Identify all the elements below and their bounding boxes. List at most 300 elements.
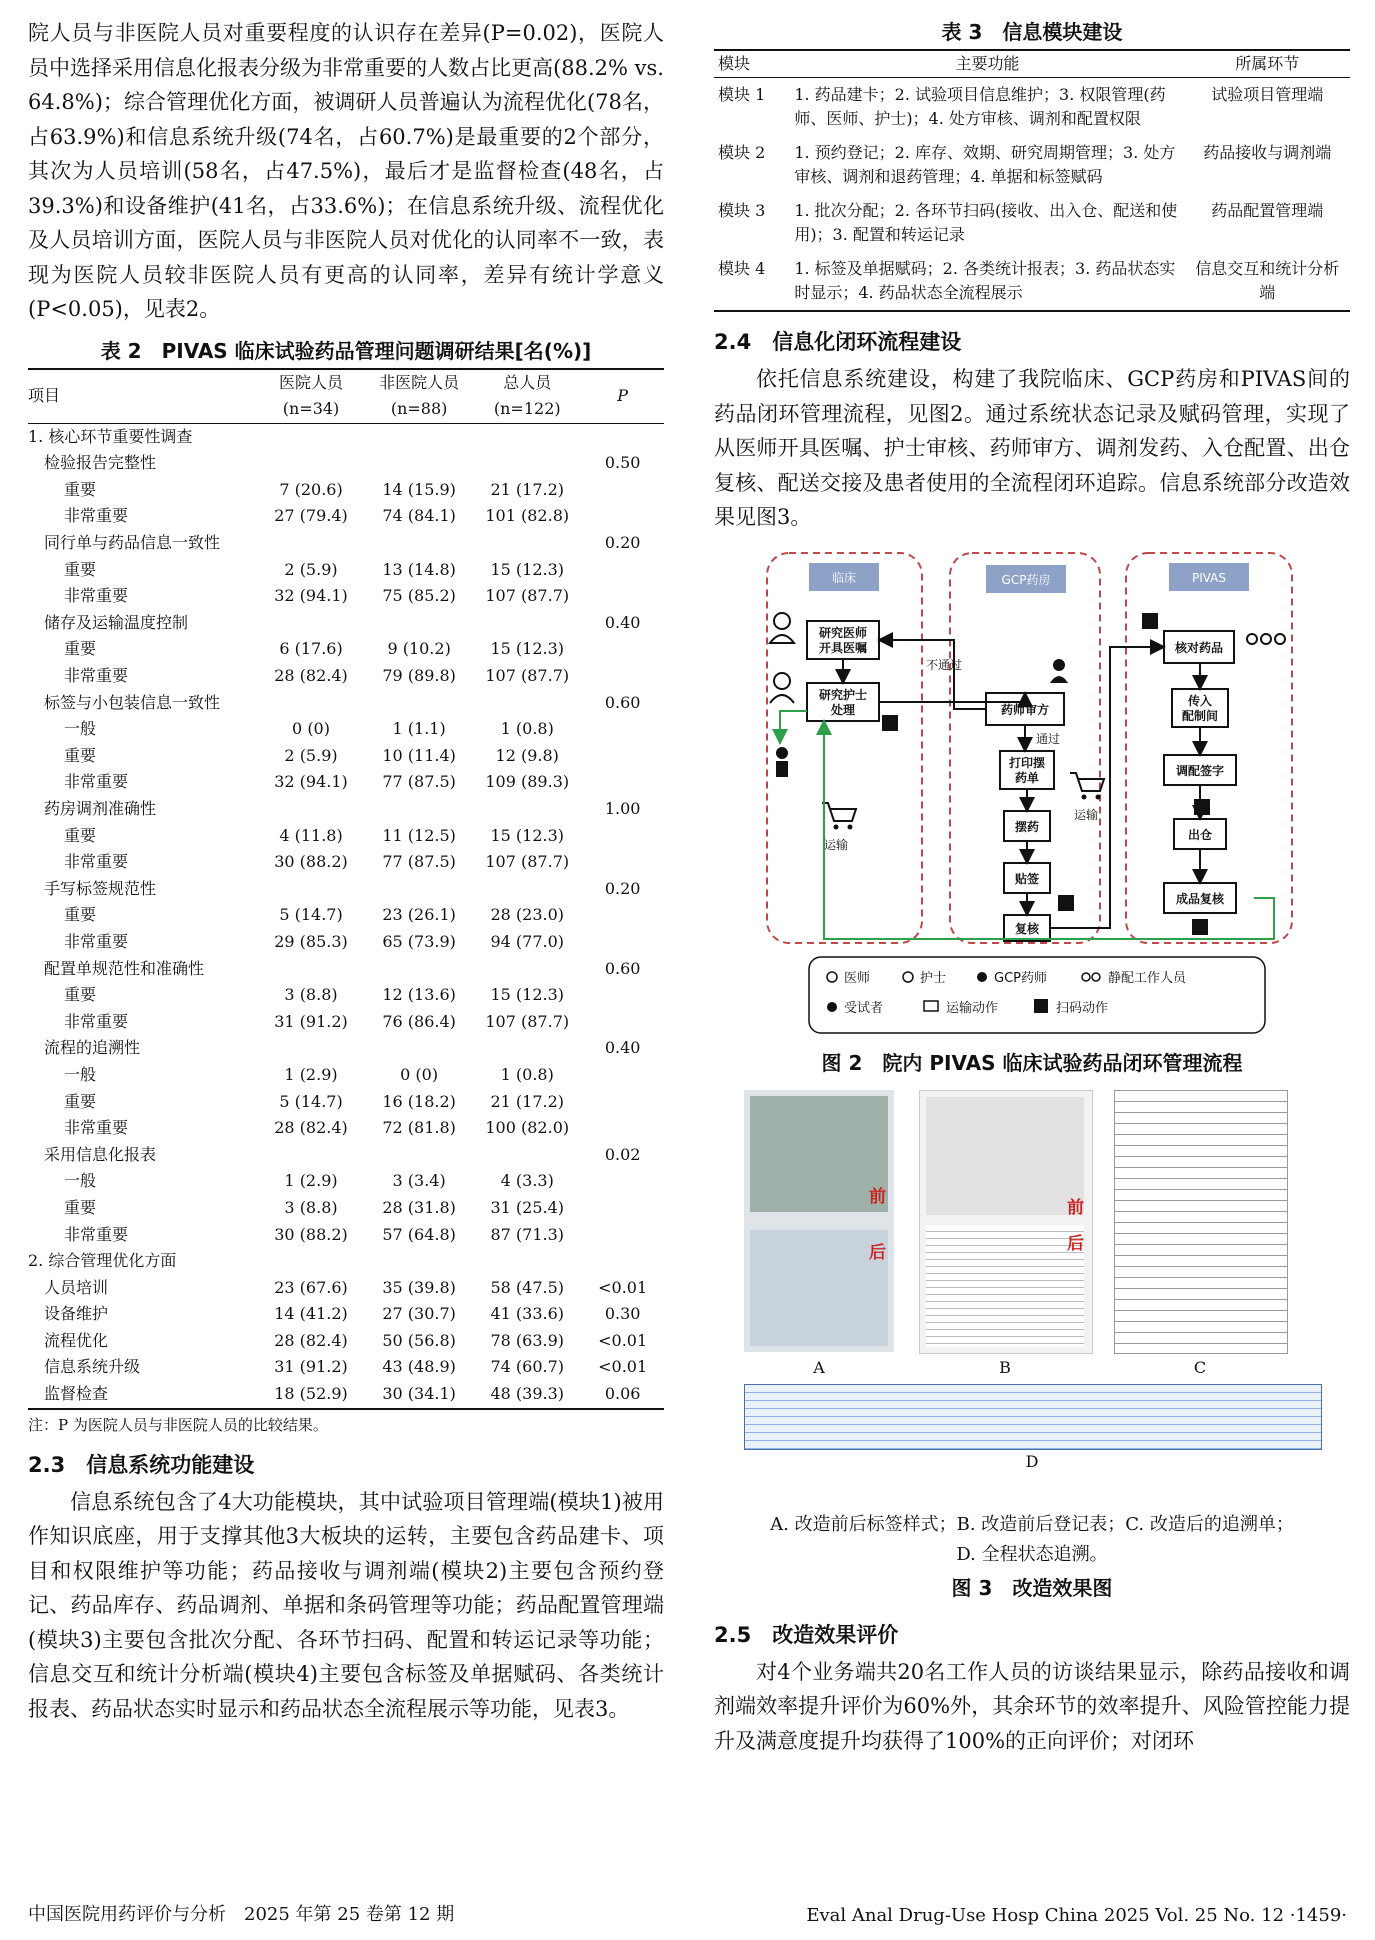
table2-cell-total: 100 (82.0)	[485, 1118, 570, 1138]
table2-row	[28, 982, 664, 1009]
table2-cell-nonhosp: 11 (12.5)	[382, 825, 456, 845]
footer-left: 中国医院用药评价与分析 2025 年第 25 卷第 12 期	[28, 1904, 455, 1925]
arrow-reject	[879, 640, 986, 709]
table2-row	[28, 769, 664, 796]
intro-paragraph: 院人员与非医院人员对重要程度的认识存在差异(P=0.02)，医院人员中选择采用信息化报表分级为非常重要的人数占比更高(88.2% vs. 64.8%)；综合管理优化方面，被调研人员普遍认为流程优化(78名，占63.9%)和信息系统升级(74名，占60.7%)是最重要的2个部分，其次为人员培训(58名，占47.5%)，最后才是监督检查(48名，占39.3%)和设备维护(41名，占33.6%)；在信息系统升级、流程优化及人员培训方面，医院人员与非医院人员对优化的认同率不一致，表现为医院人员较非医院人员有更高的认同率，差异有统计学意义(P<0.05)，见表2。	[28, 21, 664, 321]
table2-cell-p: 0.20	[604, 533, 641, 553]
table3-header-link: 所属环节	[1235, 54, 1300, 73]
table3-cell-func: 1. 药品建卡；2. 试验项目信息维护；3. 权限管理(药师、医师、护士)；4. 处方审核、调剂和配置权限	[794, 85, 1166, 128]
table2-cell-hosp: 32 (94.1)	[274, 772, 348, 792]
table2-cell-nonhosp	[365, 450, 473, 477]
table2-cell-p	[581, 1009, 664, 1036]
table2-cell-p: 0.30	[604, 1304, 641, 1324]
table2-cell-nonhosp: 27 (30.7)	[382, 1304, 456, 1324]
table2-cell-p: 0.20	[604, 878, 641, 898]
table2-note: 注：P 为医院人员与非医院人员的比较结果。	[28, 1415, 328, 1434]
panel-label-a: A	[813, 1357, 825, 1377]
table2-cell-label: 储存及运输温度控制	[44, 612, 189, 632]
table2-cell-p	[581, 929, 664, 956]
panel-label-c: C	[1193, 1357, 1207, 1377]
table2-cell-nonhosp	[365, 1248, 473, 1275]
node-transfer-text-2: 配制间	[1181, 708, 1219, 723]
table2-cell-label: 药房调剂准确性	[44, 799, 157, 818]
table2-cell-nonhosp: 77 (87.5)	[382, 772, 456, 792]
section-2-3-body: 信息系统包含了4大功能模块，其中试验项目管理端(模块1)被用作知识底座，用于支撑其他3大板块的运转，主要包含药品建卡、项目和权限维护等功能；药品接收与调剂端(模块2)主要包含预约登记、药品库存、药品调剂、单据和条码管理等功能；药品配置管理端(模块3)主要包含批次分配、各环节扫码、配置和转运记录等功能；信息交互和统计分析端(模块4)主要包含标签及单据赋码、各类统计报表、药品状态实时显示和药品状态全流程展示等功能，见表3。	[28, 1489, 664, 1721]
node-dispense-text: 摆药	[1014, 819, 1040, 834]
label-bag-before	[750, 1096, 888, 1212]
table2-header-total	[473, 369, 581, 424]
legend-scan-text: 扫码动作	[1056, 1000, 1109, 1016]
nurse-icon	[770, 673, 794, 703]
table2-cell-hosp: 28 (82.4)	[274, 666, 348, 686]
table2-cell-total	[473, 796, 581, 823]
table2-cell-p	[581, 1222, 664, 1249]
table2-cell-label: 检验报告完整性	[44, 453, 157, 473]
table2-cell-nonhosp	[365, 690, 473, 717]
table2-cell-nonhosp: 79 (89.8)	[382, 666, 456, 686]
table2-cell-p: 0.60	[604, 692, 641, 712]
table2-cell-p	[581, 477, 664, 504]
node-nurse	[807, 683, 879, 721]
table3-header-row	[714, 50, 1350, 78]
table2-cell-label: 非常重要	[64, 1011, 129, 1031]
table2-cell-total: 107 (87.7)	[485, 1011, 570, 1031]
legend-doctor-text: 医师	[844, 970, 871, 986]
figure3-panel-d	[744, 1384, 1322, 1450]
table2-cell-p: <0.01	[598, 1357, 648, 1377]
node-sign-text: 调配签字	[1175, 763, 1225, 778]
table2-cell-nonhosp: 72 (81.8)	[382, 1118, 456, 1138]
hosp-n: (n=34)	[282, 399, 340, 419]
table2-cell-total: 1 (0.8)	[500, 719, 554, 739]
qr-icon-4	[1194, 799, 1210, 815]
table2-cell-label: 非常重要	[64, 506, 129, 526]
table2-cell-p	[581, 823, 664, 850]
table2-cell-label: 1. 核心环节重要性调查	[28, 426, 193, 446]
table2-cell-total: 94 (77.0)	[490, 931, 565, 951]
node-transfer	[1172, 689, 1228, 727]
register-before	[926, 1097, 1084, 1215]
table2-cell-label: 非常重要	[64, 586, 129, 606]
table2-cell-p	[581, 1195, 664, 1222]
table2-cell-label: 重要	[64, 745, 97, 765]
table3	[714, 49, 1350, 312]
table2-cell-p	[581, 557, 664, 584]
table2-row	[28, 610, 664, 637]
table2-cell-p: 0.50	[604, 453, 641, 473]
table2-cell-total: 15 (12.3)	[490, 985, 565, 1005]
arrow-check-verify	[1050, 647, 1164, 928]
table2-cell-hosp: 28 (82.4)	[274, 1330, 348, 1350]
table2-cell-label: 非常重要	[64, 931, 129, 951]
table2-cell-label: 2. 综合管理优化方面	[28, 1251, 177, 1271]
node-nurse-text-1: 研究护士	[818, 687, 868, 702]
table2-row	[28, 503, 664, 530]
table2-header-p: P	[617, 385, 629, 405]
mark-before-b: 前	[1067, 1197, 1084, 1218]
table2-cell-hosp	[257, 1035, 365, 1062]
figure3	[714, 1090, 1350, 1510]
table3-row	[714, 252, 1350, 311]
legend-pivas-text: 静配工作人员	[1108, 970, 1187, 986]
node-out	[1174, 819, 1226, 849]
table2-cell-hosp: 1 (2.9)	[284, 1171, 338, 1191]
table2-cell-hosp: 5 (14.7)	[279, 1091, 343, 1111]
table2-cell-hosp: 27 (79.4)	[274, 506, 348, 526]
lane-clinic	[767, 553, 922, 943]
table2-cell-nonhosp	[365, 530, 473, 557]
table2-cell-hosp: 30 (88.2)	[274, 852, 348, 872]
table2-row	[28, 1222, 664, 1249]
qr-icon-3	[1142, 613, 1158, 629]
table2-cell-p	[581, 503, 664, 530]
table2-cell-total: 101 (82.8)	[485, 506, 570, 526]
table2-cell-nonhosp	[365, 796, 473, 823]
table2-cell-total	[473, 423, 581, 450]
panel-label-d: D	[1025, 1451, 1039, 1471]
table2-row	[28, 530, 664, 557]
table3-body	[714, 78, 1350, 312]
table2-cell-hosp: 1 (2.9)	[284, 1064, 338, 1084]
table2-cell-nonhosp: 1 (1.1)	[392, 719, 446, 739]
table3-cell-module: 模块 2	[718, 143, 766, 162]
table2-cell-total: 48 (39.3)	[490, 1384, 565, 1404]
table2-cell-p: 0.40	[604, 1038, 641, 1058]
mark-before-a: 前	[869, 1186, 886, 1207]
legend-gcp-text: GCP药师	[994, 970, 1047, 986]
table2-cell-hosp	[257, 1248, 365, 1275]
table2-cell-hosp: 31 (91.2)	[274, 1357, 348, 1377]
table2-row	[28, 1301, 664, 1328]
left-column	[28, 16, 664, 1726]
figure3-panel-c	[1114, 1090, 1288, 1354]
table2-cell-label: 非常重要	[64, 666, 129, 686]
table2-cell-total	[473, 876, 581, 903]
table2-cell-total: 78 (63.9)	[490, 1330, 565, 1350]
table2-cell-p	[581, 1089, 664, 1116]
table2-row	[28, 1089, 664, 1116]
table2-header-row	[28, 369, 664, 424]
table2-cell-label: 非常重要	[64, 772, 129, 792]
gcp-pharmacist-icon	[1050, 659, 1068, 683]
table2-cell-label: 采用信息化报表	[44, 1144, 157, 1164]
table2-cell-label: 重要	[64, 559, 97, 579]
table2-cell-nonhosp: 3 (3.4)	[392, 1171, 446, 1191]
table2-row	[28, 1275, 664, 1302]
table2-cell-hosp	[257, 610, 365, 637]
table2-cell-total	[473, 1248, 581, 1275]
table2-cell-hosp: 2 (5.9)	[284, 745, 338, 765]
node-final	[1164, 883, 1236, 913]
table2-cell-total: 74 (60.7)	[490, 1357, 565, 1377]
table2-row	[28, 1115, 664, 1142]
table2-cell-label: 重要	[64, 1197, 97, 1217]
register-after	[926, 1225, 1084, 1347]
total-label: 总人员	[503, 372, 552, 392]
table2-cell-total: 107 (87.7)	[485, 586, 570, 606]
table3-cell-func: 1. 标签及单据赋码；2. 各类统计报表；3. 药品状态实时显示；4. 药品状态全流程展示	[794, 259, 1176, 302]
table2-cell-hosp: 14 (41.2)	[274, 1304, 348, 1324]
legend-subject-text: 受试者	[844, 1000, 884, 1016]
table3-row	[714, 78, 1350, 137]
table2-cell-label: 配置单规范性和准确性	[44, 958, 205, 978]
table3-cell-link: 试验项目管理端	[1211, 85, 1324, 104]
table2-cell-nonhosp	[365, 1142, 473, 1169]
table2-cell-hosp: 28 (82.4)	[274, 1118, 348, 1138]
panel-label-b: B	[999, 1357, 1011, 1377]
table2-cell-label: 重要	[64, 639, 97, 659]
table2-cell-total	[473, 610, 581, 637]
table2-cell-hosp: 31 (91.2)	[274, 1011, 348, 1031]
node-out-text: 出仓	[1187, 827, 1213, 842]
figure2-caption: 图 2 院内 PIVAS 临床试验药品闭环管理流程	[821, 1050, 1243, 1075]
edge-reject: 不通过	[926, 657, 963, 672]
table2-cell-nonhosp: 57 (64.8)	[382, 1224, 456, 1244]
table2-cell-p: <0.01	[598, 1277, 648, 1297]
table2-cell-p	[581, 663, 664, 690]
table2-row	[28, 583, 664, 610]
table2-cell-total: 15 (12.3)	[490, 559, 565, 579]
node-review-text: 药师审方	[1000, 702, 1050, 717]
table2-row	[28, 1328, 664, 1355]
table2-cell-nonhosp: 10 (11.4)	[382, 745, 456, 765]
table2-cell-p	[581, 1248, 664, 1275]
table2-cell-hosp	[257, 956, 365, 983]
table2-cell-label: 非常重要	[64, 1224, 129, 1244]
table2-header-hosp	[257, 369, 365, 424]
table2-cell-hosp	[257, 530, 365, 557]
section-2-5-body: 对4个业务端共20名工作人员的访谈结果显示，除药品接收和调剂端效率提升评价为60%外，其余环节的效率提升、风险管控能力提升及满意度提升均获得了100%的正向评价；对闭环	[714, 1659, 1350, 1753]
table2-cell-nonhosp: 43 (48.9)	[382, 1357, 456, 1377]
table3-caption: 表 3 信息模块建设	[941, 20, 1123, 44]
mark-after-a: 后	[869, 1242, 886, 1263]
table2-cell-hosp: 7 (20.6)	[279, 479, 343, 499]
table3-cell-link: 药品接收与调剂端	[1203, 143, 1332, 162]
table2-cell-nonhosp: 16 (18.2)	[382, 1091, 456, 1111]
table2-cell-total	[473, 690, 581, 717]
lane-label-gcp: GCP药房	[1001, 572, 1051, 587]
node-transfer-text-1: 传入	[1187, 693, 1213, 708]
figure3-subcaption-1: A. 改造前后标签样式；B. 改造前后登记表；C. 改造后的追溯单；	[770, 1513, 1294, 1535]
table2-cell-label: 一般	[64, 1171, 97, 1191]
table2-row	[28, 902, 664, 929]
table2-cell-label: 信息系统升级	[44, 1357, 141, 1377]
table2-row	[28, 823, 664, 850]
table2-cell-total: 58 (47.5)	[490, 1277, 565, 1297]
table2-cell-p: <0.01	[598, 1330, 648, 1350]
table2-row	[28, 450, 664, 477]
table2-cell-nonhosp: 65 (73.9)	[382, 931, 456, 951]
table2-row	[28, 849, 664, 876]
qr-icon-2	[1058, 895, 1074, 911]
total-n: (n=122)	[493, 399, 561, 419]
node-verify-text: 核对药品	[1174, 640, 1224, 655]
table2-cell-label: 流程优化	[44, 1330, 109, 1350]
figure2-flowchart	[714, 543, 1350, 1043]
table2-cell-label: 非常重要	[64, 1118, 129, 1138]
table2-cell-hosp: 29 (85.3)	[274, 931, 348, 951]
table2-cell-nonhosp: 30 (34.1)	[382, 1384, 456, 1404]
table2-cell-label: 人员培训	[44, 1277, 109, 1297]
table3-cell-module: 模块 3	[718, 201, 766, 220]
table2-cell-label: 重要	[64, 1091, 97, 1111]
table2-cell-label: 重要	[64, 825, 97, 845]
table2-cell-total: 109 (89.3)	[485, 772, 570, 792]
table2-cell-label: 一般	[64, 719, 97, 739]
footer-right: Eval Anal Drug-Use Hosp China 2025 Vol. 25 No. 12 ·1459·	[806, 1905, 1347, 1926]
node-check-text: 复核	[1014, 921, 1040, 936]
table2-cell-hosp: 2 (5.9)	[284, 559, 338, 579]
table2-cell-nonhosp	[365, 1035, 473, 1062]
table2-cell-nonhosp	[365, 876, 473, 903]
table2-row	[28, 1009, 664, 1036]
table2-cell-label: 设备维护	[44, 1304, 109, 1324]
table2-cell-nonhosp: 9 (10.2)	[387, 639, 451, 659]
table2-cell-total: 28 (23.0)	[490, 905, 565, 925]
qr-icon-5	[1192, 919, 1208, 935]
table2-cell-nonhosp	[365, 610, 473, 637]
table3-cell-module: 模块 1	[718, 85, 766, 104]
table2-row	[28, 636, 664, 663]
table2-row	[28, 1168, 664, 1195]
table2-cell-total: 12 (9.8)	[495, 745, 559, 765]
table2-cell-total	[473, 1035, 581, 1062]
table2-cell-nonhosp: 28 (31.8)	[382, 1197, 456, 1217]
table2-cell-p	[581, 1115, 664, 1142]
table2-row	[28, 956, 664, 983]
table2-cell-total: 21 (17.2)	[490, 1091, 565, 1111]
table2-cell-p	[581, 716, 664, 743]
table2-cell-p: 1.00	[604, 799, 641, 818]
table3-cell-module: 模块 4	[718, 259, 766, 278]
figure3-subcaption-2: D. 全程状态追溯。	[956, 1543, 1108, 1565]
cart-icon-2	[1070, 773, 1104, 800]
table3-cell-func: 1. 预约登记；2. 库存、效期、研究周期管理；3. 处方审核、调剂和退药管理；4. 单据和标签赋码	[794, 143, 1176, 186]
figure3-panel-b	[919, 1090, 1093, 1354]
table2-row	[28, 743, 664, 770]
table2-cell-label: 流程的追溯性	[44, 1038, 141, 1058]
table2-cell-nonhosp: 23 (26.1)	[382, 905, 456, 925]
mark-after-b: 后	[1067, 1233, 1084, 1254]
table2-cell-hosp	[257, 876, 365, 903]
table2-cell-total	[473, 1142, 581, 1169]
table2-cell-p: 0.06	[604, 1384, 641, 1404]
table2-row	[28, 1248, 664, 1275]
table2-cell-p	[581, 902, 664, 929]
table2	[28, 368, 664, 1410]
cart-icon-1	[822, 803, 856, 830]
table2-cell-p	[581, 636, 664, 663]
table2-cell-p	[581, 769, 664, 796]
table3-cell-link: 药品配置管理端	[1211, 201, 1324, 220]
table2-cell-hosp	[257, 690, 365, 717]
figure3-caption: 图 3 改造效果图	[951, 1575, 1113, 1600]
edge-transport1: 运输	[824, 837, 849, 852]
table2-cell-nonhosp: 50 (56.8)	[382, 1330, 456, 1350]
node-print-text-1: 打印摆	[1008, 755, 1046, 770]
table2-cell-nonhosp: 74 (84.1)	[382, 506, 456, 526]
table2-cell-total: 1 (0.8)	[500, 1064, 554, 1084]
figure3-panel-a	[744, 1090, 894, 1352]
node-print	[1000, 751, 1054, 789]
table2-row	[28, 1035, 664, 1062]
table2-cell-label: 重要	[64, 905, 97, 925]
table2-cell-p	[581, 849, 664, 876]
table2-cell-label: 重要	[64, 479, 97, 499]
table2-cell-total: 107 (87.7)	[485, 852, 570, 872]
table2-cell-hosp: 0 (0)	[292, 719, 330, 739]
table2-body	[28, 423, 664, 1408]
table2-cell-nonhosp	[365, 423, 473, 450]
table2-cell-label: 同行单与药品信息一致性	[44, 533, 221, 553]
table2-cell-total: 21 (17.2)	[490, 479, 565, 499]
doctor-icon	[770, 613, 794, 643]
table2-cell-label: 标签与小包装信息一致性	[44, 692, 221, 712]
table2-cell-p: 0.60	[604, 958, 641, 978]
table2-row	[28, 1354, 664, 1381]
table2-cell-p	[581, 583, 664, 610]
table2-row	[28, 1062, 664, 1089]
table2-cell-hosp: 30 (88.2)	[274, 1224, 348, 1244]
table2-cell-nonhosp: 14 (15.9)	[382, 479, 456, 499]
table2-cell-label: 非常重要	[64, 852, 129, 872]
nonhosp-n: (n=88)	[390, 399, 448, 419]
table2-cell-label: 手写标签规范性	[44, 878, 157, 898]
edge-transport2: 运输	[1074, 807, 1099, 822]
table2-cell-hosp: 3 (8.8)	[284, 985, 338, 1005]
table2-header-nonhosp	[365, 369, 473, 424]
table2-cell-hosp: 6 (17.6)	[279, 639, 343, 659]
table2-row	[28, 663, 664, 690]
table2-cell-hosp: 23 (67.6)	[274, 1277, 348, 1297]
section-2-3-title: 2.3 信息系统功能建设	[28, 1452, 255, 1477]
table2-cell-nonhosp: 0 (0)	[400, 1064, 439, 1084]
table2-cell-hosp	[257, 1142, 365, 1169]
node-doctor-text-2: 开具医嘱	[818, 640, 868, 655]
table2-header-item: 项目	[28, 385, 61, 405]
table3-cell-link: 信息交互和统计分析端	[1195, 259, 1340, 302]
table2-cell-hosp: 32 (94.1)	[274, 586, 348, 606]
table2-cell-label: 监督检查	[44, 1384, 109, 1404]
table2-cell-nonhosp: 13 (14.8)	[382, 559, 456, 579]
right-column	[714, 16, 1350, 1758]
table2-row	[28, 716, 664, 743]
pivas-staff-icon	[1247, 634, 1285, 644]
hosp-label: 医院人员	[279, 373, 344, 393]
section-2-4-title: 2.4 信息化闭环流程建设	[714, 330, 962, 354]
legend-transport-text: 运输动作	[946, 1000, 999, 1016]
subject-icon	[776, 747, 788, 777]
table2-row	[28, 477, 664, 504]
lane-label-pivas: PIVAS	[1191, 570, 1227, 585]
table2-cell-total: 15 (12.3)	[490, 639, 565, 659]
label-bag-after	[750, 1230, 888, 1346]
table2-row	[28, 796, 664, 823]
table2-cell-hosp: 5 (14.7)	[279, 905, 343, 925]
table2-cell-hosp: 3 (8.8)	[284, 1197, 338, 1217]
table3-row	[714, 136, 1350, 194]
table3-row	[714, 194, 1350, 252]
table2-cell-p	[581, 982, 664, 1009]
table3-cell-func: 1. 批次分配；2. 各环节扫码(接收、出入仓、配送和使用)；3. 配置和转运记录	[794, 201, 1178, 244]
node-dispense	[1004, 811, 1050, 841]
legend-nurse-text: 护士	[920, 970, 947, 986]
table2-cell-total	[473, 956, 581, 983]
node-sign	[1164, 755, 1236, 785]
table2-cell-p: 0.40	[604, 612, 641, 632]
table2-cell-nonhosp: 12 (13.6)	[382, 985, 456, 1005]
table2-row	[28, 1381, 664, 1409]
